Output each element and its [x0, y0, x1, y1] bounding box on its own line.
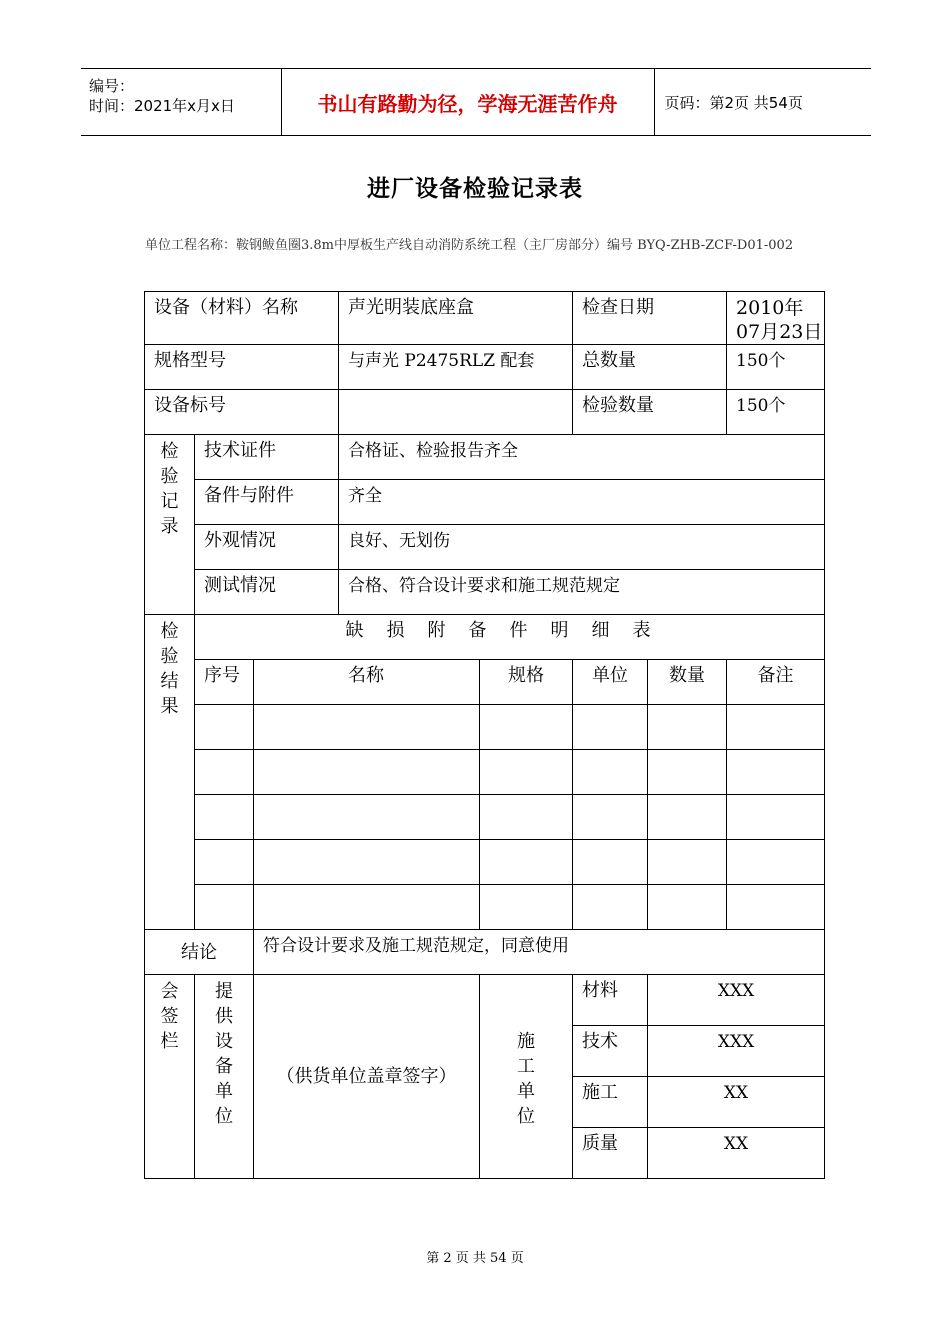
constructor-label-text: 施工单位 — [517, 1030, 536, 1127]
table-row — [145, 840, 825, 885]
equipment-name-value: 声光明装底座盒 — [339, 292, 573, 345]
table-cell — [648, 840, 727, 885]
inspected-qty-label: 检验数量 — [573, 390, 727, 435]
project-name-line: 单位工程名称：鞍钢鲅鱼圈3.8m中厚板生产线自动消防系统工程（主厂房部分）编号 BYQ-ZHB-ZCF-D01-002 — [145, 238, 794, 253]
inspection-row-value: 齐全 — [339, 480, 825, 525]
table-cell — [195, 705, 254, 750]
col-header-name: 名称 — [254, 660, 480, 705]
table-cell — [480, 840, 573, 885]
inspection-row-label: 外观情况 — [195, 525, 339, 570]
inspection-form — [144, 291, 825, 1179]
table-cell — [480, 705, 573, 750]
total-qty-label: 总数量 — [573, 345, 727, 390]
table-cell — [254, 840, 480, 885]
table-row — [145, 705, 825, 750]
signoff-name: XXX — [648, 975, 825, 1026]
constructor-label — [480, 975, 573, 1179]
col-header-spec: 规格 — [480, 660, 573, 705]
col-header-quantity: 数量 — [648, 660, 727, 705]
inspected-qty-value: 150个 — [727, 390, 825, 435]
table-cell — [195, 885, 254, 930]
supplier-signature-note: （供货单位盖章签字） — [276, 1065, 457, 1087]
conclusion-label: 结论 — [145, 930, 254, 975]
signoff-name: XXX — [648, 1026, 825, 1077]
inspection-row-label: 技术证件 — [195, 435, 339, 480]
table-cell — [727, 705, 825, 750]
table-cell — [727, 840, 825, 885]
total-qty-value: 150个 — [727, 345, 825, 390]
table-cell — [254, 795, 480, 840]
table-cell — [254, 750, 480, 795]
header-motto-cell — [281, 69, 654, 136]
table-cell — [480, 750, 573, 795]
header-motto: 书山有路勤为径，学海无涯苦作舟 — [317, 91, 618, 116]
signoff-role: 材料 — [573, 975, 648, 1026]
header-page-number: 页码：第2页 共54页 — [654, 69, 871, 136]
supplier-label-text: 提供设备单位 — [215, 981, 233, 1127]
signoff-section-label — [145, 975, 195, 1179]
table-cell — [195, 750, 254, 795]
table-cell — [648, 795, 727, 840]
table-row — [145, 795, 825, 840]
defect-table-title: 缺损附备件明细表 — [195, 615, 825, 660]
header-date: 时间：2021年x月x日 — [89, 97, 235, 115]
page-header — [81, 68, 871, 136]
signoff-role: 技术 — [573, 1026, 648, 1077]
table-cell — [573, 885, 648, 930]
table-cell — [573, 705, 648, 750]
spec-value: 与声光 P2475RLZ 配套 — [339, 345, 573, 390]
inspection-result-label — [145, 615, 195, 930]
table-cell — [727, 750, 825, 795]
table-cell — [480, 795, 573, 840]
signoff-name: XX — [648, 1128, 825, 1179]
equipment-tag-label: 设备标号 — [145, 390, 339, 435]
table-cell — [648, 750, 727, 795]
table-cell — [195, 795, 254, 840]
supplier-signature-box — [254, 975, 480, 1179]
table-row — [145, 750, 825, 795]
table-cell — [727, 885, 825, 930]
table-cell — [254, 705, 480, 750]
col-header-remark: 备注 — [727, 660, 825, 705]
signoff-role: 质量 — [573, 1128, 648, 1179]
page-footer: 第 2 页 共 54 页 — [426, 1251, 524, 1266]
conclusion-value: 符合设计要求及施工规范规定，同意使用 — [254, 930, 825, 975]
inspection-row-label: 备件与附件 — [195, 480, 339, 525]
inspection-date-value: 2010年 07月23日 — [727, 292, 825, 345]
signoff-role: 施工 — [573, 1077, 648, 1128]
spec-label: 规格型号 — [145, 345, 339, 390]
table-cell — [648, 885, 727, 930]
table-cell — [573, 795, 648, 840]
inspection-row-value: 合格证、检验报告齐全 — [339, 435, 825, 480]
inspection-row-value: 良好、无划伤 — [339, 525, 825, 570]
inspection-date-label: 检查日期 — [573, 292, 727, 345]
table-cell — [648, 705, 727, 750]
equipment-tag-value — [339, 390, 573, 435]
signoff-section-text: 会签栏 — [160, 981, 179, 1052]
table-row — [145, 885, 825, 930]
inspection-row-value: 合格、符合设计要求和施工规范规定 — [339, 570, 825, 615]
inspection-result-text: 检验结果 — [160, 621, 179, 717]
table-cell — [727, 795, 825, 840]
header-code-label: 编号： — [89, 77, 135, 95]
inspection-record-label — [145, 435, 195, 615]
table-cell — [573, 750, 648, 795]
table-cell — [573, 840, 648, 885]
supplier-label — [195, 975, 254, 1179]
document-title: 进厂设备检验记录表 — [367, 176, 583, 202]
equipment-name-label: 设备（材料）名称 — [145, 292, 339, 345]
table-cell — [480, 885, 573, 930]
table-cell — [195, 840, 254, 885]
inspection-row-label: 测试情况 — [195, 570, 339, 615]
signoff-name: XX — [648, 1077, 825, 1128]
table-cell — [254, 885, 480, 930]
header-meta — [81, 69, 281, 136]
inspection-record-text: 检验记录 — [160, 441, 179, 537]
col-header-unit: 单位 — [573, 660, 648, 705]
col-header-index: 序号 — [195, 660, 254, 705]
